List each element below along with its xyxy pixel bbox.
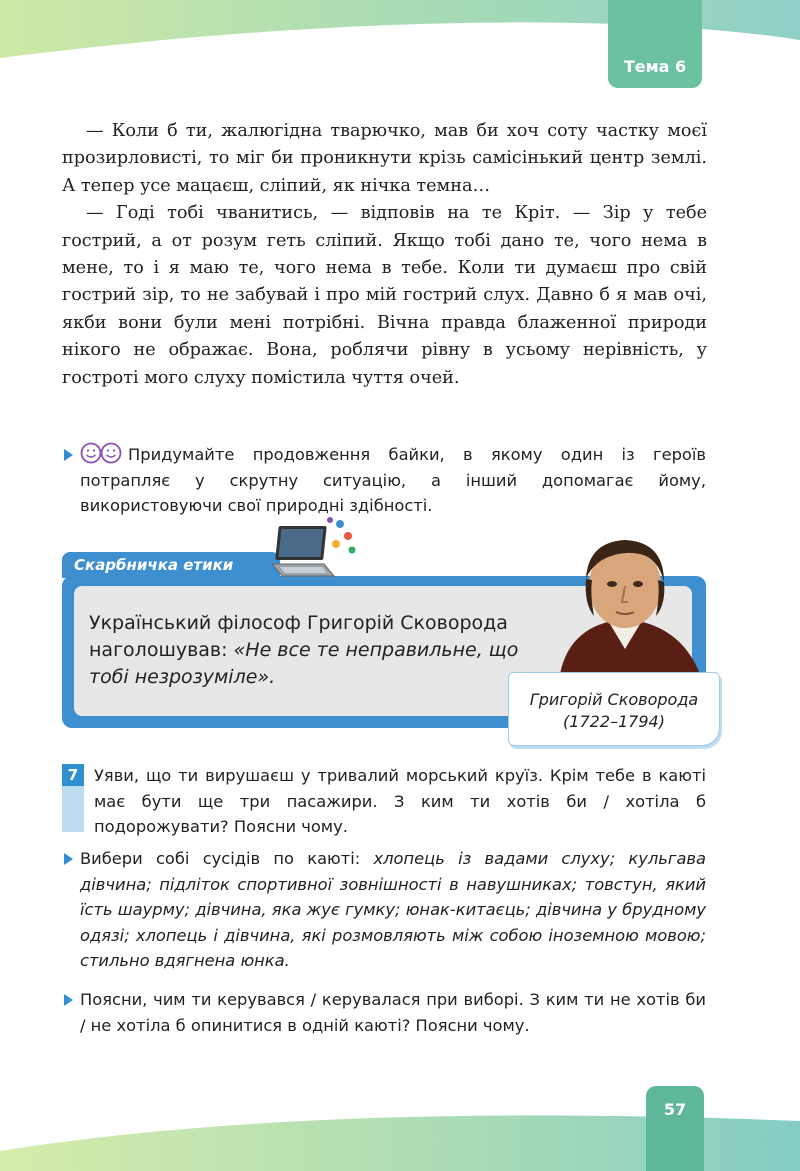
fable-text [62, 118, 707, 392]
explain-task: Поясни, чим ти керувався / керувалася при виборі. З ким ти не хотів би / не хотіла б опинитися в одній каюті? Поясни чому. [80, 990, 706, 1035]
exercise-7-text: Уяви, що ти вирушаєш у тривалий морський круїз. Крім тебе в каюті має бути ще три пасажири. З ким ти хотів би / хотіла б подорожувати? Поясни чому. [94, 766, 706, 836]
ethics-quote-block [89, 610, 529, 691]
bullet-arrow-icon [64, 994, 73, 1006]
bullet-arrow-icon [64, 853, 73, 865]
ethics-label: Скарбничка етики [62, 552, 280, 578]
portrait-caption [508, 672, 720, 746]
pair-task-text: Придумайте продовження байки, в якому один із героїв потрапляє у скрутну ситуацію, а інший допомагає йому, використовуючи свої природні здібності. [80, 445, 706, 515]
page-number: 57 [663, 1100, 687, 1119]
ethics-text: Український філософ Григорій Сковорода наголошував: [89, 612, 508, 661]
laptop-icon [272, 514, 362, 584]
exercise-number: 7 [62, 764, 84, 786]
page-number-tab [646, 1086, 704, 1171]
neighbors-lead: Вибери собі сусідів по каюті: [80, 849, 374, 868]
ethics-quote: «Не все те неправильне, що тобі незрозуміле». [89, 639, 519, 688]
neighbors-options: хлопець із вадами слуху; кульгава дівчина; підліток спортивної зовнішності в навушниках; товстун, який їсть шаурму; дівчина, яка жує гумку; юнак-китаєць; дівчина у брудному одязі; хлопець і дівчина, які розмовляють між собою іноземною мовою; стильно вдягнена юнка. [80, 849, 707, 970]
theme-label: Тема 6 [623, 57, 687, 76]
pair-task [80, 442, 706, 519]
skovoroda-portrait [540, 524, 710, 674]
caption-years: (1722–1794) [563, 712, 665, 731]
neighbors-task [80, 846, 706, 974]
pair-work-icon [80, 442, 124, 464]
bullet-arrow-icon [64, 449, 73, 461]
story-paragraph-1: — Коли б ти, жалюгідна тварючко, мав би хоч соту частку моєї прозирловисті, то міг би проникнути крізь самісінький центр землі. А тепер усе мацаєш, сліпий, як нічка темна… [62, 121, 707, 196]
caption-name: Григорій Сковорода [529, 690, 699, 709]
exercise-number-bar [62, 786, 84, 832]
theme-tab [608, 0, 702, 88]
story-paragraph-2: — Годі тобі чванитись, — відповів на те Кріт. — Зір у тебе гострий, а от розум геть сліпий. Якщо тобі дано те, чого нема в мене, то і я маю те, чого нема в тебе. Коли ти думаєш про свій гострий зір, то не забувай і про мій гострий слух. Давно б я мав очі, якби вони були мені потрібні. Вічна правда блаженної природи нікого не ображає. Вона, роблячи рівну в усьому нерівність, у гостроті мого слуху помістила чуття очей. [62, 203, 707, 388]
